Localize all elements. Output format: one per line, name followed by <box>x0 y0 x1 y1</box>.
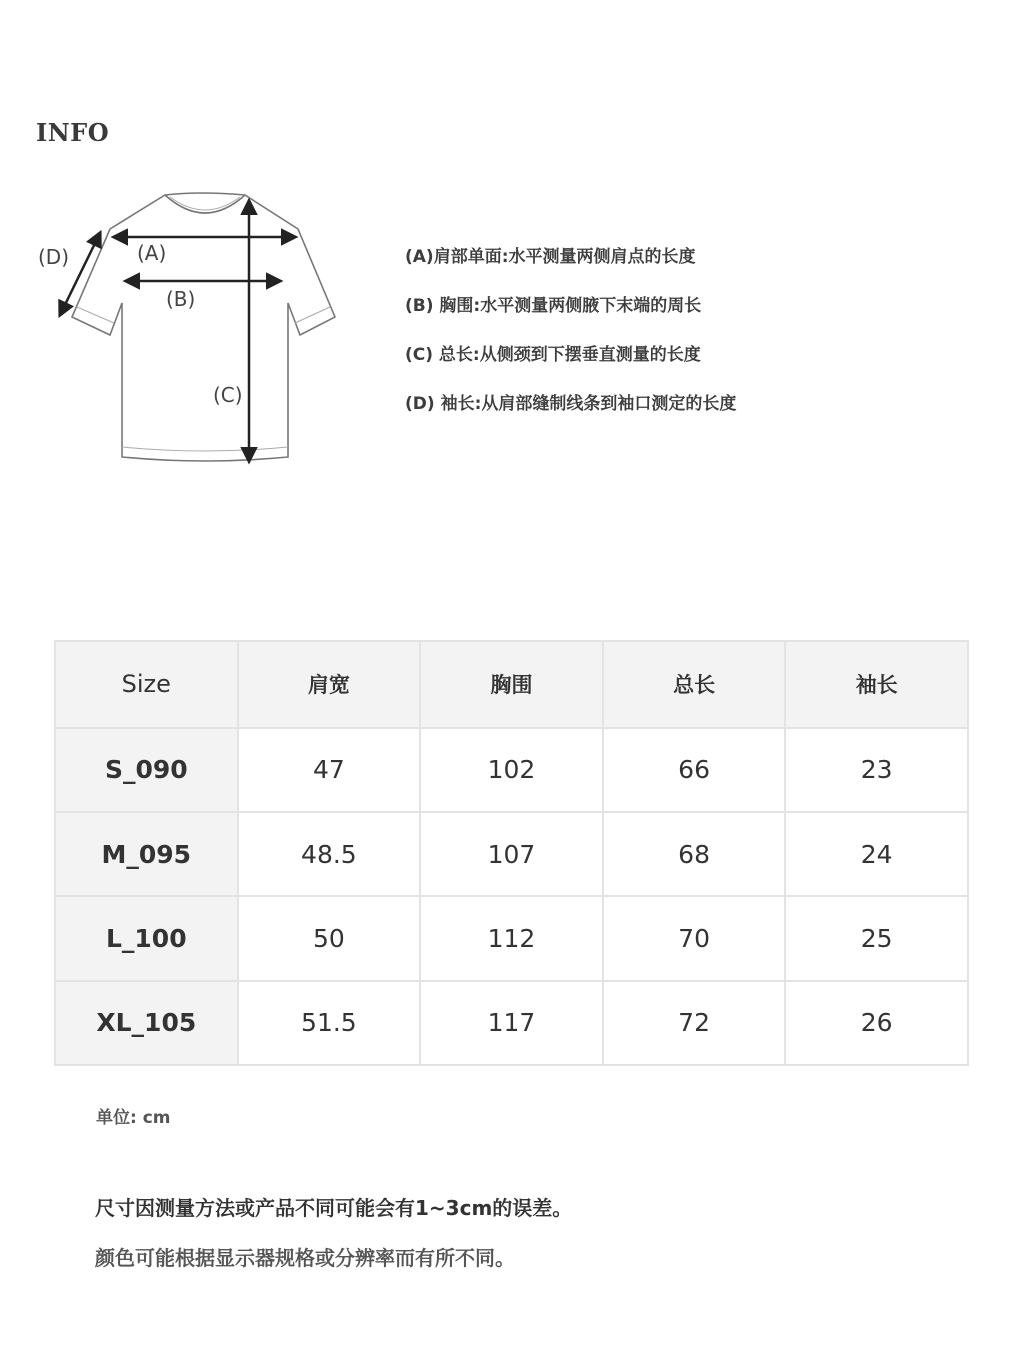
measurement-error-note: 尺寸因测量方法或产品不同可能会有1~3cm的误差。 <box>95 1196 573 1220</box>
measurement-legend <box>405 243 736 439</box>
length-cell: 72 <box>603 981 786 1065</box>
sleeve-cell: 24 <box>785 812 968 896</box>
sleeve-cell: 23 <box>785 728 968 812</box>
chest-cell: 107 <box>420 812 603 896</box>
sleeve-cell: 25 <box>785 896 968 980</box>
length-cell: 70 <box>603 896 786 980</box>
length-cell: 66 <box>603 728 786 812</box>
header-shoulder: 肩宽 <box>238 641 421 728</box>
color-disclaimer-note: 颜色可能根据显示器规格或分辨率而有所不同。 <box>95 1246 515 1270</box>
header-length: 总长 <box>603 641 786 728</box>
length-cell: 68 <box>603 812 786 896</box>
chest-cell: 117 <box>420 981 603 1065</box>
size-cell: L_100 <box>55 896 238 980</box>
legend-item-d: (D) 袖长:从肩部缝制线条到袖口测定的长度 <box>405 394 737 414</box>
header-chest: 胸围 <box>420 641 603 728</box>
tshirt-outline <box>72 193 335 461</box>
table-header-row <box>55 641 968 728</box>
size-chart-table <box>54 640 969 1066</box>
table-row <box>55 728 968 812</box>
shoulder-cell: 50 <box>238 896 421 980</box>
tshirt-measurement-diagram <box>30 185 350 475</box>
shoulder-cell: 47 <box>238 728 421 812</box>
table-row <box>55 812 968 896</box>
size-cell: XL_105 <box>55 981 238 1065</box>
shoulder-cell: 48.5 <box>238 812 421 896</box>
legend-item-a: (A)肩部单面:水平测量两侧肩点的长度 <box>405 247 696 267</box>
chest-cell: 112 <box>420 896 603 980</box>
label-b: (B) <box>166 287 196 311</box>
page-title: INFO <box>36 118 110 147</box>
unit-note: 单位: cm <box>96 1108 171 1128</box>
shoulder-cell: 51.5 <box>238 981 421 1065</box>
label-c: (C) <box>213 383 243 407</box>
header-sleeve: 袖长 <box>785 641 968 728</box>
label-d: (D) <box>38 245 70 269</box>
legend-item-c: (C) 总长:从侧颈到下摆垂直测量的长度 <box>405 345 701 365</box>
size-cell: S_090 <box>55 728 238 812</box>
header-size: Size <box>55 641 238 728</box>
table-row <box>55 981 968 1065</box>
chest-cell: 102 <box>420 728 603 812</box>
table-row <box>55 896 968 980</box>
legend-item-b: (B) 胸围:水平测量两侧腋下末端的周长 <box>405 296 702 316</box>
sleeve-cell: 26 <box>785 981 968 1065</box>
label-a: (A) <box>137 241 167 265</box>
size-cell: M_095 <box>55 812 238 896</box>
